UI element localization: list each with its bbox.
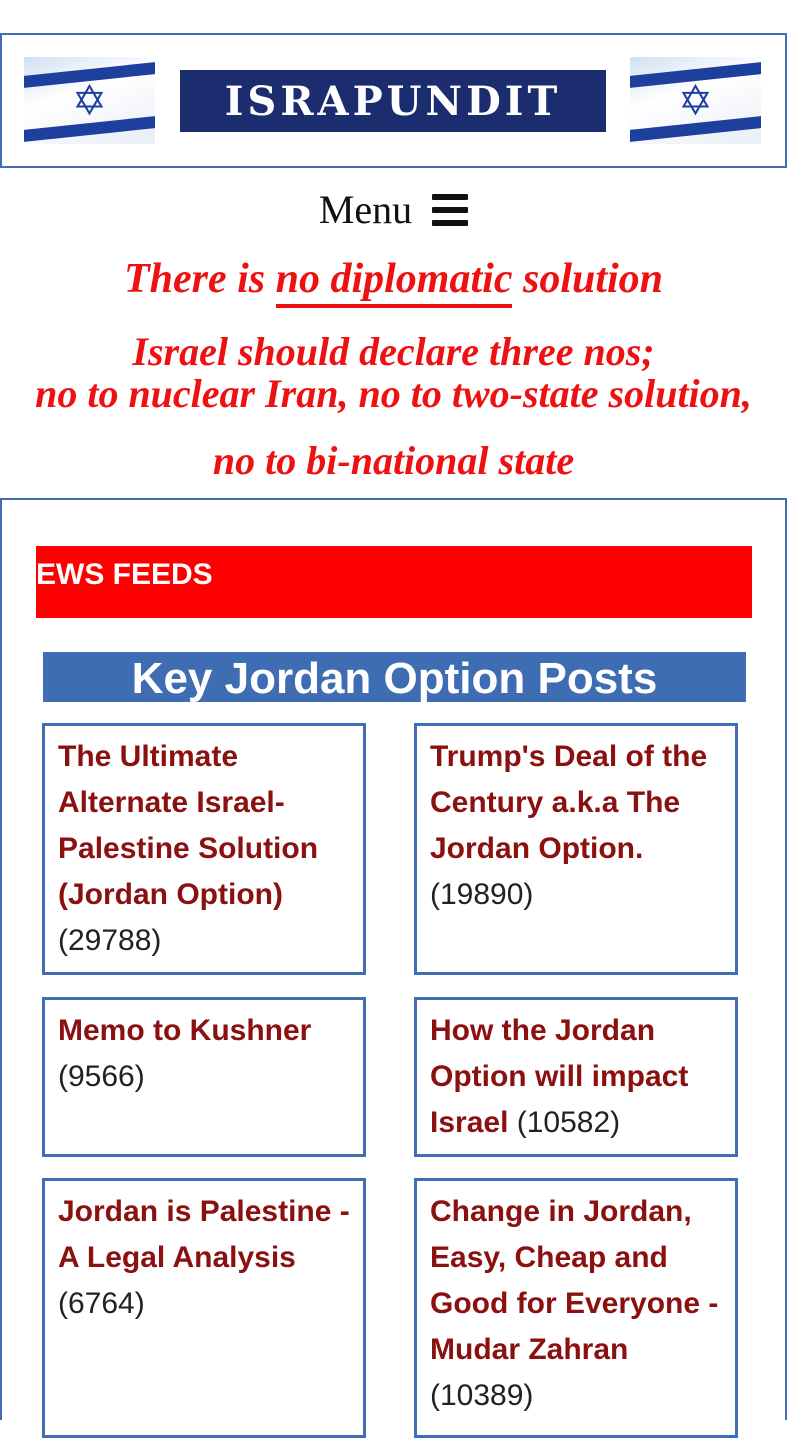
post-card[interactable] bbox=[414, 997, 738, 1157]
view-count: (9566) bbox=[58, 1060, 145, 1093]
menu-toggle[interactable] bbox=[0, 186, 787, 233]
post-card[interactable] bbox=[414, 1178, 738, 1438]
post-card[interactable] bbox=[42, 997, 366, 1157]
israeli-flag-icon: ✡ bbox=[24, 57, 155, 144]
post-card[interactable] bbox=[42, 1178, 366, 1438]
news-feeds-bar[interactable] bbox=[36, 546, 752, 618]
slogan-line-1: There is no diplomatic solution bbox=[0, 255, 787, 303]
key-posts-heading: Key Jordan Option Posts bbox=[43, 652, 746, 702]
slogan-line-3: no to nuclear Iran, no to two-state solution, bbox=[35, 371, 752, 416]
post-card[interactable] bbox=[42, 723, 366, 975]
post-link[interactable]: Change in Jordan, Easy, Cheap and Good for Everyone - Mudar Zahran bbox=[430, 1195, 719, 1366]
post-link[interactable]: Memo to Kushner bbox=[58, 1014, 312, 1047]
view-count: (29788) bbox=[58, 924, 162, 957]
sidebar-panel bbox=[0, 498, 787, 1420]
site-logo[interactable]: ISRAPUNDIT bbox=[180, 70, 606, 132]
view-count: (19890) bbox=[430, 878, 534, 911]
post-link[interactable]: Trump's Deal of the Century a.k.a The Jordan Option. bbox=[430, 740, 708, 865]
slogan-underlined-text: no diplomatic bbox=[276, 256, 513, 308]
menu-label: Menu bbox=[318, 187, 413, 232]
post-link[interactable]: How the Jordan Option will impact Israel bbox=[430, 1014, 689, 1139]
site-header bbox=[0, 33, 787, 168]
view-count: (10582) bbox=[516, 1106, 621, 1139]
slogan-line-4: no to bi-national state bbox=[212, 438, 575, 483]
news-feeds-label: EWS FEEDS bbox=[36, 558, 213, 591]
slogan-line-2: Israel should declare three nos; bbox=[132, 329, 655, 374]
post-card[interactable] bbox=[414, 723, 738, 975]
post-link[interactable]: The Ultimate Alternate Israel-Palestine Solution (Jordan Option) bbox=[58, 740, 319, 911]
hamburger-icon bbox=[432, 194, 468, 226]
israeli-flag-icon: ✡ bbox=[630, 57, 761, 144]
post-link[interactable]: Jordan is Palestine - A Legal Analysis bbox=[58, 1195, 350, 1274]
view-count: (10389) bbox=[430, 1379, 534, 1412]
view-count: (6764) bbox=[58, 1287, 145, 1320]
